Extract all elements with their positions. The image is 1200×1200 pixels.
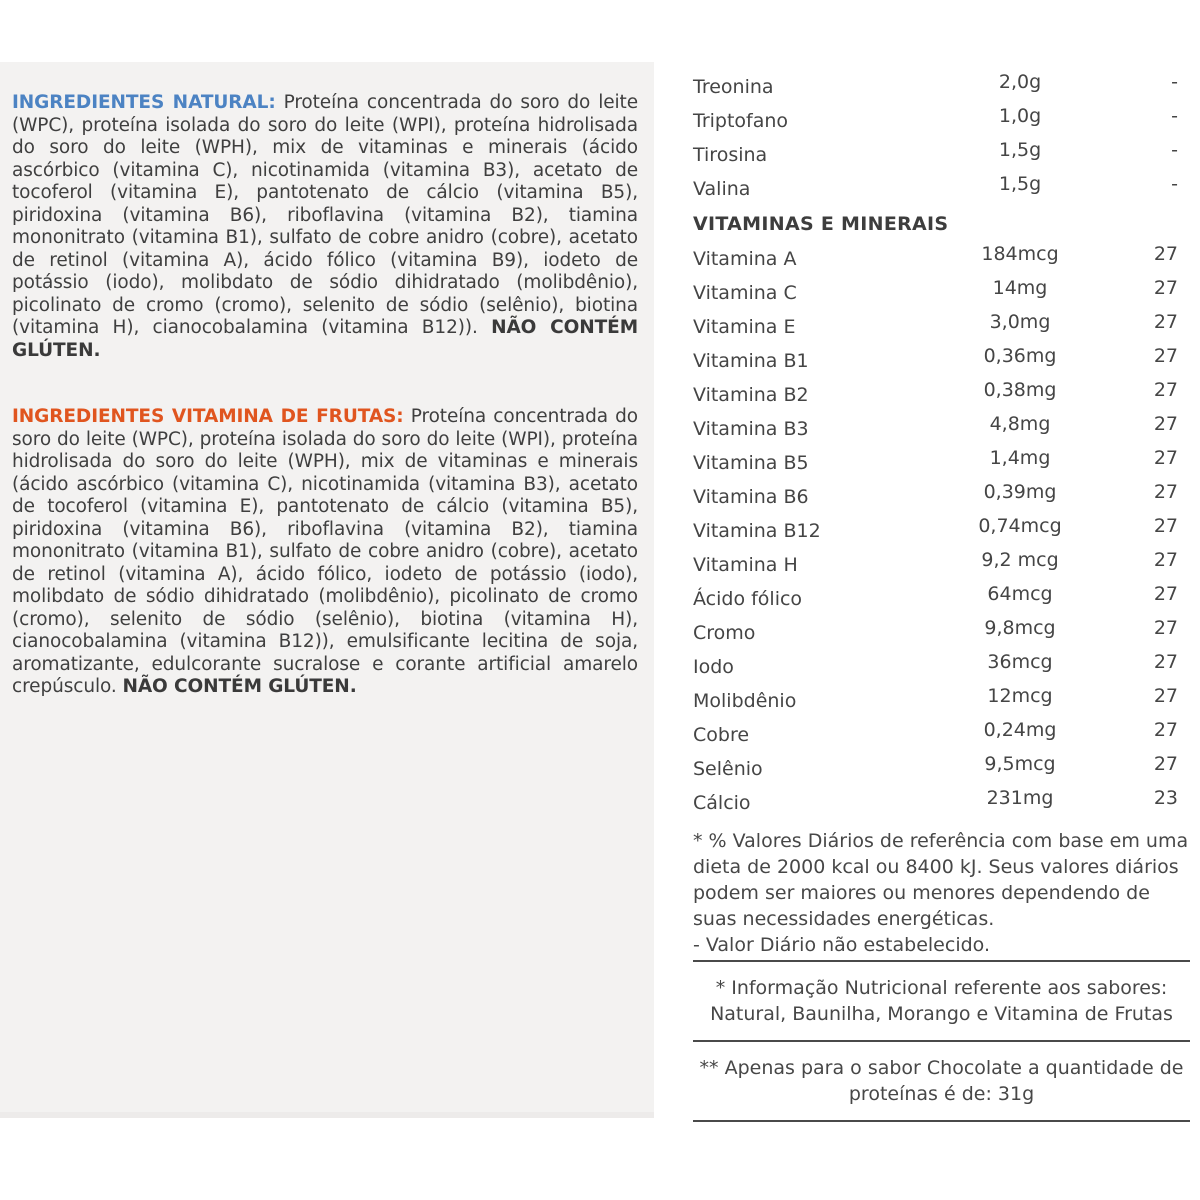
ingredients-frutas-paragraph [12, 406, 638, 699]
nutrient-name: Treonina [693, 76, 774, 98]
table-row [693, 310, 1190, 344]
table-row [693, 616, 1190, 650]
nutrient-name: Triptofano [693, 110, 789, 132]
nutrient-name: Molibdênio [693, 690, 797, 712]
table-row [693, 70, 1190, 104]
vitamins-minerals-header: VITAMINAS E MINERAIS [693, 213, 949, 235]
ingredients-frutas-heading: INGREDIENTES VITAMINA DE FRUTAS: [12, 406, 404, 427]
table-row [693, 718, 1190, 752]
flavors-note: * Informação Nutricional referente aos sabores: Natural, Baunilha, Morango e Vitamina de Frutas [693, 962, 1190, 1042]
nutrient-dv: 27 [1153, 481, 1178, 503]
nutrient-dv: 27 [1153, 753, 1178, 775]
nutrient-name: Vitamina E [693, 316, 796, 338]
table-row [693, 378, 1190, 412]
table-row [693, 514, 1190, 548]
ingredients-natural-body: Proteína concentrada do soro do leite (WPC), proteína isolada do soro do leite (WPI), proteína hidrolisada do soro do leite (WPH), mix de vitaminas e minerais (ácido ascórbico (vitamina C), nicotinamida (vitamina B3), acetato de tocoferol (vitamina E), pantotenato de cálcio (vitamina B5), piridoxina (vitamina B6), riboflavina (vitamina B2), tiamina mononitrato (vitamina B1), sulfato de cobre anidro (cobre), acetato de retinol (vitamina A), ácido fólico (vitamina B9), iodeto de potássio (iodo), molibdato de sódio dihidratado (molibdênio), picolinato de cromo (cromo), selenito de sódio (selênio), biotina (vitamina H), cianocobalamina (vitamina B12)). [12, 92, 638, 338]
nutrient-name: Vitamina B2 [693, 384, 809, 406]
nutrient-dv: 27 [1153, 277, 1178, 299]
table-row [693, 446, 1190, 480]
nutrient-name: Iodo [693, 656, 734, 678]
nutrient-name: Cromo [693, 622, 756, 644]
nutrient-dv: 27 [1153, 379, 1178, 401]
nutrient-dv: - [1171, 139, 1178, 161]
nutrient-amount: 0,24mg [983, 719, 1057, 741]
table-row [693, 104, 1190, 138]
nutrient-dv: 27 [1153, 583, 1178, 605]
nutrient-name: Vitamina B12 [693, 520, 821, 542]
nutrient-amount: 12mcg [987, 685, 1053, 707]
table-row [693, 412, 1190, 446]
nutrient-name: Ácido fólico [693, 588, 803, 610]
table-row [693, 582, 1190, 616]
nutrient-dv: 27 [1153, 549, 1178, 571]
table-row [693, 752, 1190, 786]
nutrient-name: Vitamina H [693, 554, 798, 576]
ingredients-natural-heading: INGREDIENTES NATURAL: [12, 92, 276, 113]
nutrient-name: Vitamina A [693, 248, 797, 270]
nutrient-name: Tirosina [693, 144, 768, 166]
table-row [693, 172, 1190, 206]
nutrient-amount: 1,5g [998, 173, 1042, 195]
ingredients-natural-paragraph [12, 92, 638, 362]
nutrient-dv: - [1171, 105, 1178, 127]
amino-acid-rows [693, 70, 1190, 206]
nutrient-dv: 27 [1153, 413, 1178, 435]
nutrient-dv: 27 [1153, 447, 1178, 469]
chocolate-note: ** Apenas para o sabor Chocolate a quantidade de proteínas é de: 31g [693, 1042, 1190, 1122]
nutrient-amount: 9,5mcg [984, 753, 1056, 775]
nutrient-dv: 23 [1153, 787, 1178, 809]
nutrient-name: Vitamina C [693, 282, 797, 304]
nutrient-name: Vitamina B3 [693, 418, 809, 440]
table-row [693, 684, 1190, 718]
nutrient-amount: 1,5g [998, 139, 1042, 161]
nutrient-name: Cobre [693, 724, 750, 746]
nutrient-name: Vitamina B6 [693, 486, 809, 508]
nutrient-dv: 27 [1153, 651, 1178, 673]
nutrient-amount: 9,8mcg [984, 617, 1056, 639]
nutrient-name: Selênio [693, 758, 763, 780]
nutrient-amount: 1,0g [998, 105, 1042, 127]
nutrient-amount: 0,38mg [983, 379, 1057, 401]
ingredients-panel [0, 62, 654, 1118]
nutrient-dv: 27 [1153, 685, 1178, 707]
nutrient-dv: - [1171, 173, 1178, 195]
nutrient-dv: 27 [1153, 311, 1178, 333]
nutrient-amount: 4,8mg [989, 413, 1051, 435]
nutrient-name: Valina [693, 178, 751, 200]
table-row [693, 344, 1190, 378]
nutrient-amount: 14mg [992, 277, 1048, 299]
nutrient-amount: 3,0mg [989, 311, 1051, 333]
nutrient-amount: 2,0g [998, 71, 1042, 93]
nutrient-dv: 27 [1153, 243, 1178, 265]
nutrient-dv: - [1171, 71, 1178, 93]
nutrient-amount: 231mg [986, 787, 1054, 809]
nutrient-dv: 27 [1153, 345, 1178, 367]
nutrient-name: Cálcio [693, 792, 751, 814]
not-established-footnote-text: - Valor Diário não estabelecido. [693, 934, 990, 956]
table-row [693, 138, 1190, 172]
nutrient-amount: 0,74mcg [978, 515, 1062, 537]
ingredients-frutas-no-gluten: NÃO CONTÉM GLÚTEN. [122, 676, 357, 697]
table-row [693, 276, 1190, 310]
daily-values-footnote [693, 828, 1190, 962]
nutrient-amount: 0,36mg [983, 345, 1057, 367]
table-row [693, 242, 1190, 276]
table-row [693, 548, 1190, 582]
nutrition-table [693, 62, 1190, 1122]
nutrient-amount: 1,4mg [989, 447, 1051, 469]
nutrient-amount: 9,2 mcg [981, 549, 1059, 571]
nutrient-name: Vitamina B1 [693, 350, 809, 372]
vitamins-minerals-rows [693, 242, 1190, 820]
nutrient-amount: 64mcg [987, 583, 1053, 605]
nutrient-dv: 27 [1153, 719, 1178, 741]
table-row [693, 786, 1190, 820]
nutrient-dv: 27 [1153, 515, 1178, 537]
ingredients-frutas-body: Proteína concentrada do soro do leite (WPC), proteína isolada do soro do leite (WPI), proteína hidrolisada do soro do leite (WPH), mix de vitaminas e minerais (ácido ascórbico (vitamina C), nicotinamida (vitamina B3), acetato de tocoferol (vitamina E), pantotenato de cálcio (vitamina B5), piridoxina (vitamina B6), riboflavina (vitamina B2), tiamina mononitrato (vitamina B1), sulfato de cobre anidro (cobre), acetato de retinol (vitamina A), ácido fólico, iodeto de potássio (iodo), molibdato de sódio dihidratado (molibdênio), picolinato de cromo (cromo), selenito de sódio (selênio), biotina (vitamina H), cianocobalamina (vitamina B12)), emulsificante lecitina de soja, aromatizante, edulcorante sucralose e corante artificial amarelo crepúsculo. [12, 406, 638, 697]
table-row [693, 650, 1190, 684]
nutrient-name: Vitamina B5 [693, 452, 809, 474]
ingredients-natural-no-gluten: NÃO CONTÉM GLÚTEN. [12, 317, 639, 361]
table-row [693, 480, 1190, 514]
nutrient-amount: 36mcg [987, 651, 1053, 673]
nutrient-dv: 27 [1153, 617, 1178, 639]
nutrient-amount: 184mcg [981, 243, 1059, 265]
daily-values-footnote-text: * % Valores Diários de referência com base em uma dieta de 2000 kcal ou 8400 kJ. Seus valores diários podem ser maiores ou menores dependendo de suas necessidades energéticas. [693, 830, 1189, 930]
nutrient-amount: 0,39mg [983, 481, 1057, 503]
